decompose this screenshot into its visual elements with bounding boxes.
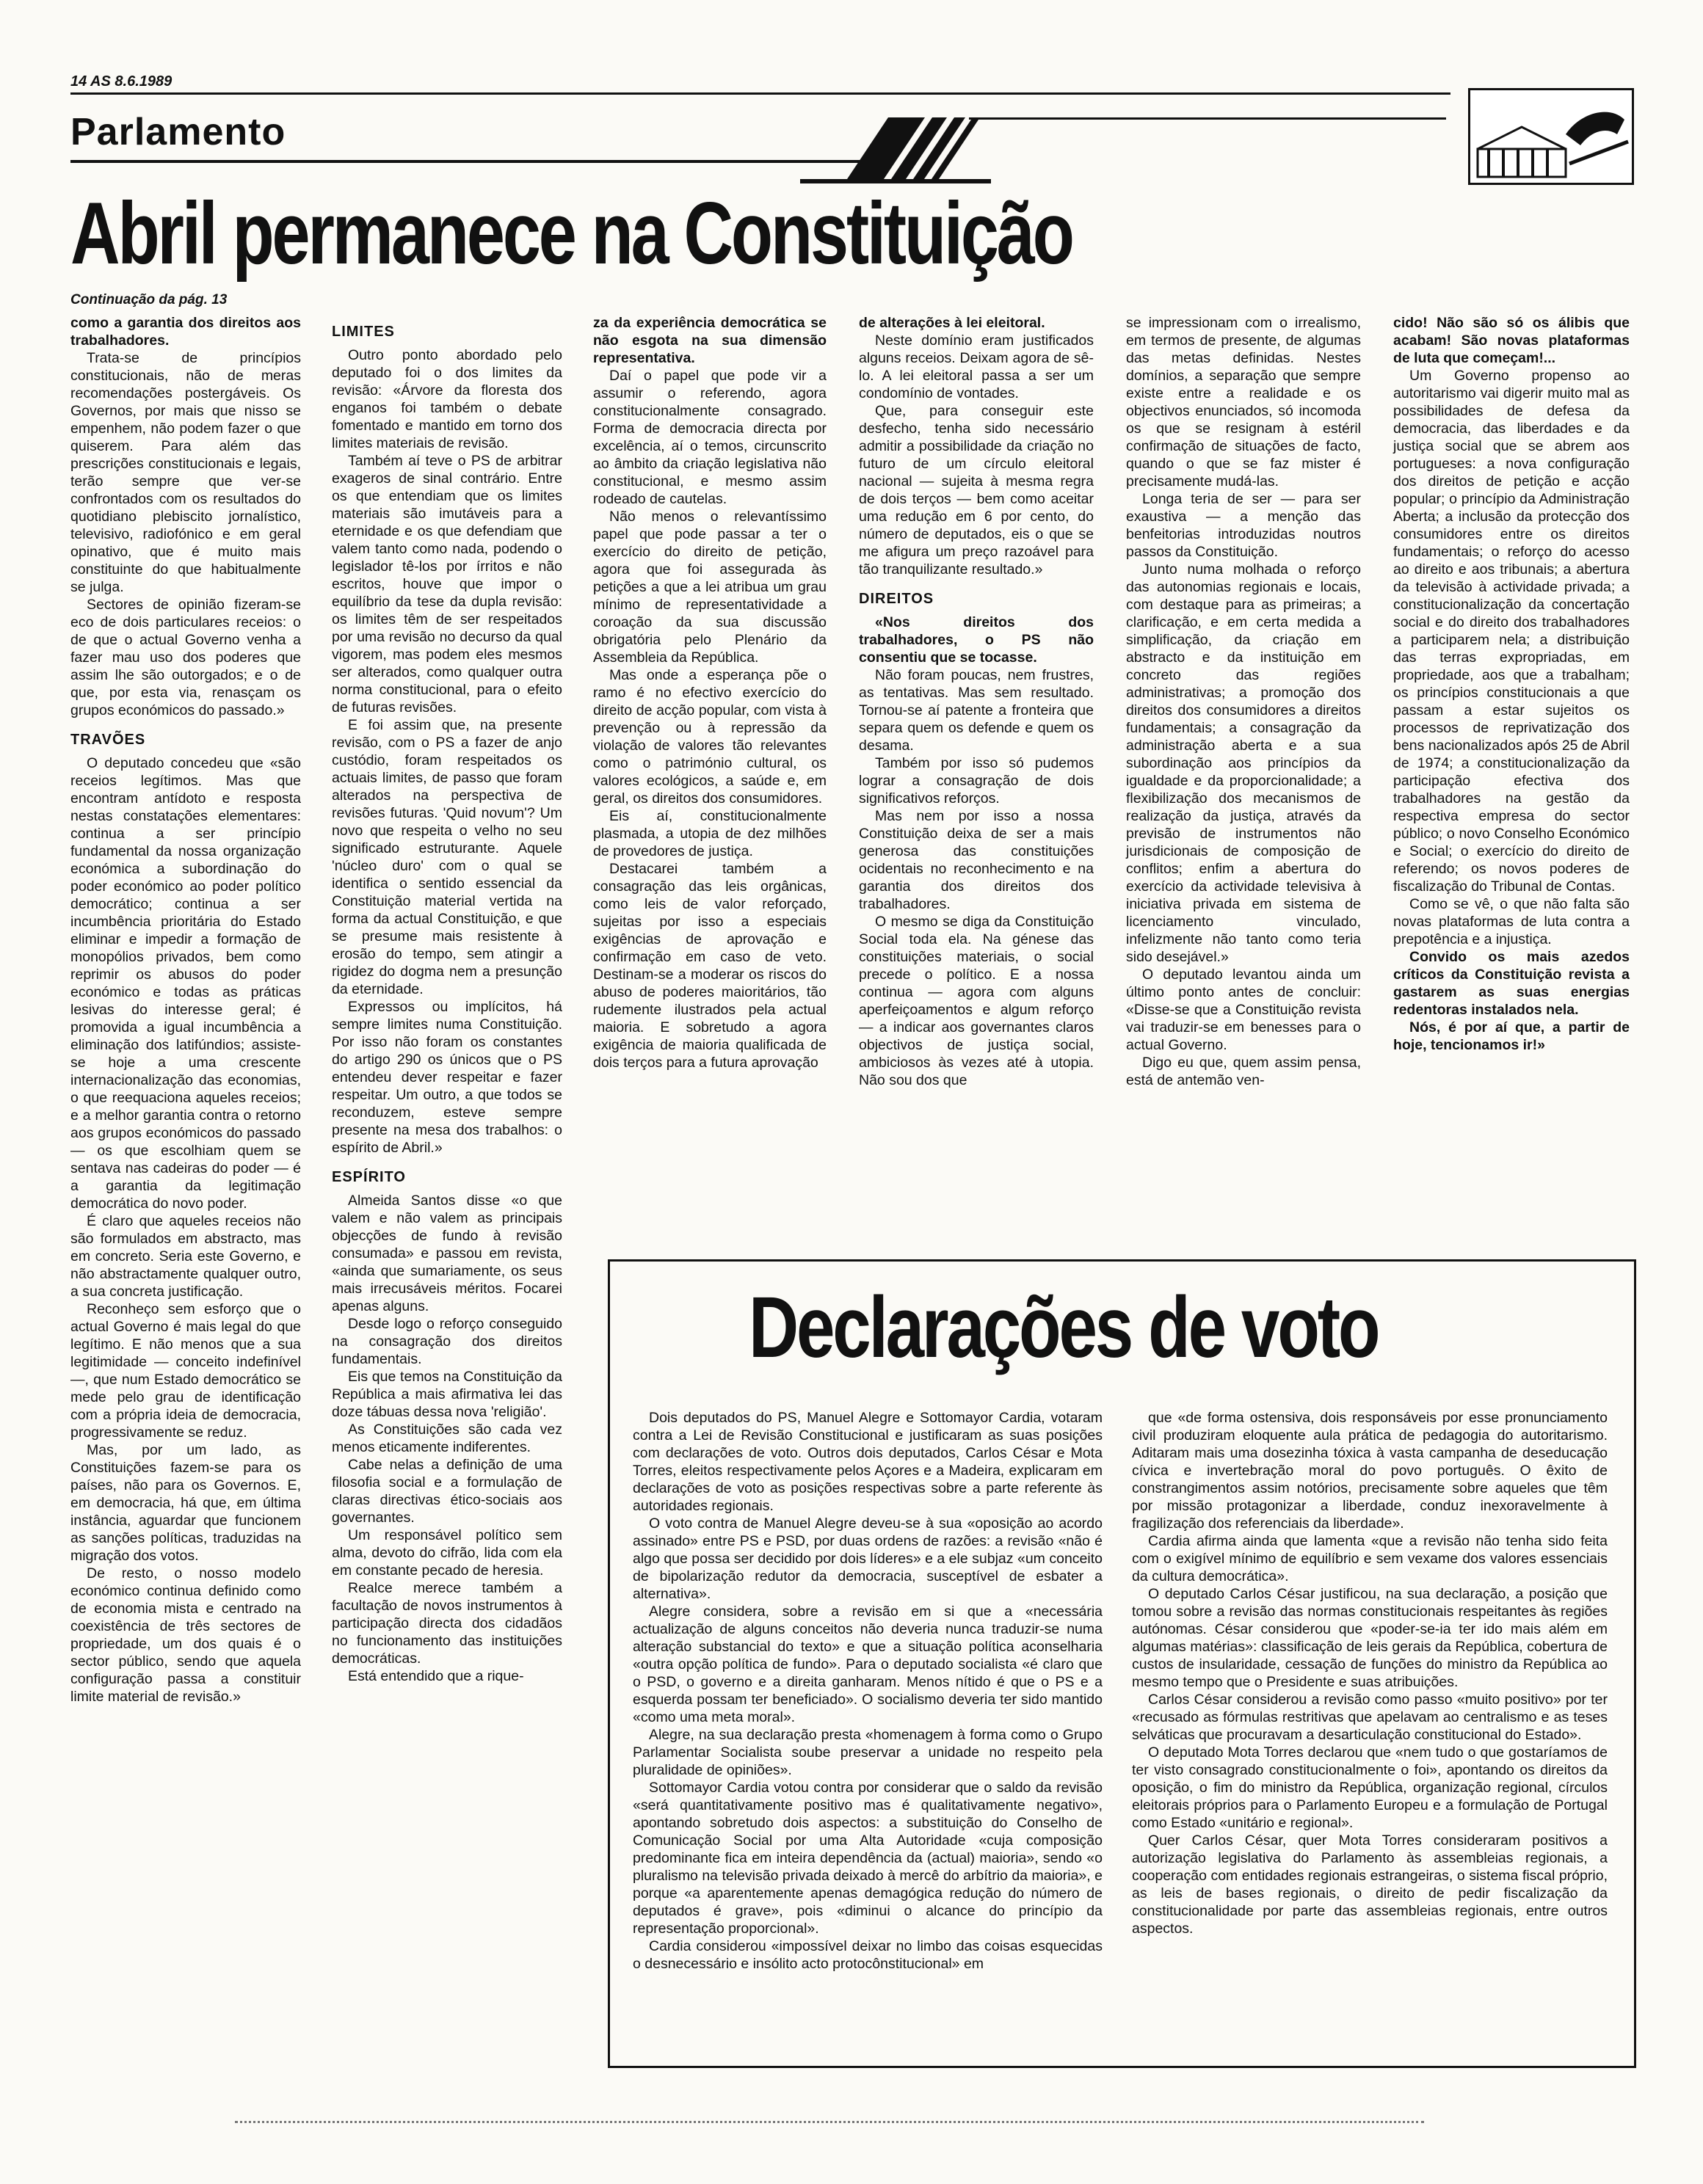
- paragraph: Que, para conseguir este desfecho, tenha sido necessário admitir a possibilidade da criação no futuro de um círculo eleitoral nacional — sujeita à mesma regra de dois terços — bem como aceitar uma redução em 6 por cento, do número de deputados, eis o que se me afigura um preço razoável para tão tranquilizante resultado.»: [859, 403, 1094, 578]
- subheading: ESPÍRITO: [332, 1169, 406, 1185]
- paragraph: de alterações à lei eleitoral.: [859, 315, 1045, 331]
- paragraph: Daí o papel que pode vir a assumir o referendo, agora constitucionalmente consagrado. Forma de democracia directa por excelência, aí o temos, circunscrito ao âmbito da criação legislativa não constitucional, e mesmo assim rodeado de cautelas.: [593, 368, 827, 507]
- paragraph: Neste domínio eram justificados alguns receios. Deixam agora de sê-lo. A lei eleitoral passa a ser um condomínio de vontades.: [859, 332, 1094, 401]
- paragraph: O deputado levantou ainda um último ponto antes de concluir: «Disse-se que a Constituição revista vai traduzir-se em benesses para o actual Governo.: [1126, 967, 1361, 1053]
- paragraph: É claro que aqueles receios não são formulados em abstracto, mas em concreto. Seria este Governo, e não abstractamente qualquer outro, a sua concreta justificação.: [70, 1213, 301, 1300]
- paragraph: Trata-se de princípios constitucionais, não de meras recomendações postergáveis. Os Governos, por mais que nisso se empenhem, não podem fazer o que quiserem. Para além das prescrições constitucionais e legais, terão sempre que ver-se confrontados com os resultados do quotidiano plebiscito jornalístico, televisivo, radiofónico e em geral opinativo, que é muito mais constituinte do que habitualmente se julga.: [70, 350, 301, 595]
- paragraph: Desde logo o reforço conseguido na consagração dos direitos fundamentais.: [332, 1316, 562, 1367]
- paragraph: E foi assim que, na presente revisão, com o PS a fazer de anjo custódio, foram respeitados os actuais limites, de passo que foram alterados na perspectiva de revisões futuras. 'Quid novum'? Um novo que respeita o velho no seu significado estruturante. Aquele 'núcleo duro' com o qual se identifica o sentido essencial da Constituição material vertida na forma da actual Constituição, e que se presume mais resistente à erosão do tempo, sem atingir a rigidez do dogma nem a presunção da eternidade.: [332, 717, 562, 997]
- section-title: Parlamento: [70, 111, 286, 153]
- paragraph: Está entendido que a rique-: [348, 1668, 524, 1684]
- paragraph: Nós, é por aí que, a partir de hoje, tencionamos ir!»: [1393, 1019, 1630, 1053]
- section-rule-right: [969, 117, 1446, 120]
- article-column-5: [1126, 314, 1361, 1089]
- article-column-1: [70, 314, 301, 1706]
- paragraph: que «de forma ostensiva, dois responsáveis por esse pronunciamento civil produziram eloquente aula prática de pedagogia do autoritarismo. Aditaram mais uma dosezinha tóxica à vasta campanha de deseducação cívica e invertebração moral do povo português. O êxito de constrangimentos assim notórios, precisamente sobre aqueles que têm por missão protagonizar a liberdade, conduz inexoravelmente à fragilização dos referenciais da liberdade».: [1132, 1410, 1608, 1532]
- paragraph: Realce merece também a facultação de novos instrumentos à participação directa dos cidadãos no funcionamento das instituições democráticas.: [332, 1580, 562, 1667]
- section-rule: [70, 160, 863, 163]
- subheading: TRAVÕES: [70, 732, 146, 748]
- paragraph: Sectores de opinião fizeram-se eco de dois particulares receios: o de que o actual Governo venha a fazer mau uso dos poderes que assim lhe são outorgados; e o de que, por esta via, renasçam os grupos económicos do passado.»: [70, 597, 301, 718]
- paragraph: Expressos ou implícitos, há sempre limites numa Constituição. Por isso não foram os constantes do artigo 290 os únicos que o PS entendeu dever respeitar e fazer respeitar. Um outro, a que todos se reconduzem, esteve sempre presente na mesa dos trabalhos: o espírito de Abril.»: [332, 999, 562, 1156]
- paragraph: Carlos César considerou a revisão como passo «muito positivo» por ter «recusado as fórmulas restritivas que apelavam ao centralismo e as teses selváticas que procuravam a desarticulação constitucional do Estado».: [1132, 1692, 1608, 1743]
- paragraph: «Nos direitos dos trabalhadores, o PS não consentiu que se tocasse.: [859, 614, 1094, 666]
- paragraph: Também aí teve o PS de arbitrar exageros de sinal contrário. Entre os que entendiam que os limites materiais são imutáveis para a eternidade e os que defendiam que valem tanto como nada, podendo o legislador tê-los por írritos e não escritos, houve que impor o equilíbrio da tese da dupla revisão: os limites têm de ser respeitados por uma revisão no decurso da qual vigorem, mas podem eles mesmos ser alterados, como qualquer outra norma constitucional, para o efeito de futuras revisões.: [332, 453, 562, 716]
- parliament-building-icon: [1468, 88, 1634, 185]
- paragraph: Almeida Santos disse «o que valem e não valem as principais objecções de fundo à revisão consumada» e passou em revista, «ainda que sumariamente, os seus mais irrecusáveis méritos. Focarei apenas alguns.: [332, 1193, 562, 1314]
- paragraph: Cabe nelas a definição de uma filosofia social e a formulação de claras directivas ético-sociais aos governantes.: [332, 1457, 562, 1526]
- subheading: LIMITES: [332, 324, 395, 340]
- page-bottom-rule: [235, 2121, 1424, 2123]
- paragraph: Como se vê, o que não falta são novas plataformas de luta contra a prepotência e a injustiça.: [1393, 896, 1630, 947]
- decorative-stripes-icon: [800, 103, 991, 191]
- paragraph: Quer Carlos César, quer Mota Torres consideraram positivos a autorização legislativa do Parlamento às assembleias regionais, a cooperação com entidades regionais estrangeiras, o sistema fiscal próprio, as leis de bases regionais, o direito de pedir fiscalização da constitucionalidade por parte das assembleias regionais, entre outros aspectos.: [1132, 1832, 1608, 1937]
- paragraph: Reconheço sem esforço que o actual Governo é mais legal do que legítimo. E não menos que a sua legitimidade — conceito indefinível —, que num Estado democrático se mede pelo grau de identificação com a própria ideia de democracia, progressivamente se reduz.: [70, 1301, 301, 1441]
- paragraph: Um Governo propenso ao autoritarismo vai digerir muito mal as possibilidades de defesa da democracia, das liberdades e da justiça social que se abrem aos portugueses: a nova configuração dos direitos de petição e acção popular; o princípio da Administração Aberta; a inclusão da protecção dos consumidores entre os direitos fundamentais; o reforço do acesso ao direito e aos tribunais; a abertura da televisão à actividade privada; a constitucionalização da concertação social e do direito dos trabalhadores a participarem nela; a distribuição das terras expropriadas, em propriedade, aos que a trabalham; os princípios constitucionais a que passam a estar sujeitos os processos de reprivatização dos bens nacionalizados após 25 de Abril de 1974; a constitucionalização da participação efectiva dos trabalhadores na gestão da respectiva empresa do sector público; o novo Conselho Económico e Social; o exercício do direito de referendo; os novos poderes de fiscalização do Tribunal de Contas.: [1393, 368, 1630, 895]
- paragraph: Também por isso só pudemos lograr a consagração de dois significativos reforços.: [859, 755, 1094, 807]
- paragraph: O deputado Mota Torres declarou que «nem tudo o que gostaríamos de ter visto consagrado constitucionalmente o foi», apontando os direitos da oposição, o fim do ministro da República, organização regional, círculos eleitorais próprios para o Parlamento Europeu e a formulação de Portugal como Estado «unitário e regional».: [1132, 1744, 1608, 1831]
- paragraph: Mas nem por isso a nossa Constituição deixa de ser a mais generosa das constituições ocidentais no reconhecimento e na garantia dos direitos dos trabalhadores.: [859, 808, 1094, 912]
- paragraph: Digo eu que, quem assim pensa, está de antemão ven-: [1126, 1055, 1361, 1088]
- paragraph: Outro ponto abordado pelo deputado foi o dos limites da revisão: «Árvore da floresta dos enganos foi também o debate fomentado e mantido em torno dos limites materiais de revisão.: [332, 347, 562, 451]
- box-title: Declarações de voto: [749, 1279, 1379, 1376]
- article-column-4: [859, 314, 1094, 1089]
- paragraph: De resto, o nosso modelo económico continua definido como de economia mista e centrado na coexistência de três sectores de propriedade, um dos quais é o sector público, sendo que aquela configuração passa a constituir limite material de revisão.»: [70, 1565, 301, 1705]
- paragraph: O deputado concedeu que «são receios legítimos. Mas que encontram antídoto e resposta nestas constatações elementares: continua a ser princípio fundamental da nossa organização económica a subordinação do poder económico ao poder político democrático; continua a ser incumbência prioritária do Estado eliminar e impedir a formação de monopólios privados, bem como reprimir os abusos do poder económico e todas as práticas lesivas do interesse geral; é promovida a igual incumbência a eliminação dos latifúndios; assiste-se hoje a uma crescente internacionalização das economias, o que reequaciona aqueles receios; e a melhor garantia contra o retorno aos grupos económicos do passado — os que escolhiam quem se sentava nas cadeiras do poder — é a garantia da legitimação democrática do novo poder.: [70, 755, 301, 1212]
- subheading: DIREITOS: [859, 591, 934, 607]
- paragraph: Não menos o relevantíssimo papel que pode passar a ter o exercício do direito de petição, agora que foi assegurada às petições a que a lei atribua um grau mínimo de representatividade a coroação da sua discussão obrigatória pelo Plenário da Assembleia da República.: [593, 509, 827, 666]
- page-folio: 14 AS 8.6.1989: [70, 73, 173, 90]
- paragraph: O voto contra de Manuel Alegre deveu-se à sua «oposição ao acordo assinado» entre PS e PSD, por duas ordens de razões: a revisão «não é algo que possa ser decidido por dois líderes» e a ele subjaz «um conceito de bipolarização redutor da democracia, susceptível de esbater a alternativa».: [633, 1515, 1103, 1602]
- paragraph: Sottomayor Cardia votou contra por considerar que o saldo da revisão «será quantitativamente positivo mas é qualitativamente negativo», apontando sobretudo dois aspectos: a substituição do Conselho de Comunicação Social por uma Alta Autoridade «cuja composição predominante fica em inteira dependência da (actual) maioria», sendo «o pluralismo na televisão privada deixado à mercê do arbítrio da maioria», e porque «a aparentemente apenas demagógica redução do número de deputados é grave», pois «diminui o alcance do princípio da representação proporcional».: [633, 1780, 1103, 1937]
- paragraph: Mas, por um lado, as Constituições fazem-se para os países, não para os Governos. E, em democracia, há que, em última instância, aguardar que funcionem as sanções políticas, traduzidas na migração dos votos.: [70, 1442, 301, 1564]
- paragraph: Alegre, na sua declaração presta «homenagem à forma como o Grupo Parlamentar Socialista soube preservar a unidade no respeito pela pluralidade de opiniões».: [633, 1727, 1103, 1778]
- article-headline: Abril permanece na Constituição: [70, 184, 1072, 283]
- paragraph: Dois deputados do PS, Manuel Alegre e Sottomayor Cardia, votaram contra a Lei de Revisão Constitucional e justificaram as suas posições com declarações de voto. Outros dois deputados, Carlos César e Mota Torres, eleitos respectivamente pelos Açores e a Madeira, explicaram em declarações de voto as posições respectivas sobre a parte referente às autoridades regionais.: [633, 1410, 1103, 1514]
- article-column-6: [1393, 314, 1630, 1054]
- paragraph: Cardia afirma ainda que lamenta «que a revisão não tenha sido feita com o exigível mínimo de equilíbrio e sem vexame dos valores essenciais da cultura democrática».: [1132, 1533, 1608, 1584]
- paragraph: Um responsável político sem alma, devoto do cifrão, lida com ela em constante pecado de heresia.: [332, 1527, 562, 1579]
- paragraph: como a garantia dos direitos aos trabalhadores.: [70, 315, 301, 349]
- box-column-left: [633, 1409, 1103, 1973]
- paragraph: cido! Não são só os álibis que acabam! São novas plataformas de luta que começam!...: [1393, 315, 1630, 366]
- paragraph: O mesmo se diga da Constituição Social toda ela. Na génese das constituições materiais, o social precede o político. E a nossa continua — agora com alguns aperfeiçoamentos e algum reforço — a indicar aos governantes claros objectivos de justiça social, ambiciosos às vezes até à utopia. Não sou dos que: [859, 914, 1094, 1088]
- paragraph: se impressionam com o irrealismo, em termos de presente, de algumas das metas definidas. Nestes domínios, a separação que sempre existe entre a realidade e os objectivos enunciados, só incomoda os que se resignam à estéril confirmação de situações de facto, quando o que se faz mister é precisamente mudá-las.: [1126, 315, 1361, 489]
- article-column-3: [593, 314, 827, 1071]
- paragraph: Destacarei também a consagração das leis orgânicas, como leis de valor reforçado, sujeitas por isso a especiais exigências de aprovação e confirmação em caso de veto. Destinam-se a moderar os riscos do abuso de poderes maioritários, tão rudemente ilustrados pela actual maioria. E sobretudo a agora exigência de maioria qualificada de dois terços para a futura aprovação: [593, 861, 827, 1071]
- continuation-note: Continuação da pág. 13: [70, 292, 228, 307]
- paragraph: Alegre considera, sobre a revisão em si que a «necessária actualização de alguns conceitos não deveria nunca traduzir-se numa alteração substancial do texto» e que a situação política aconselharia «outra opção política de fundo». Para o deputado socialista «é claro que o PSD, o governo e a direita ganharam. Menos nítido é que o PS e a esquerda possam ter beneficiado». O socialismo deveria ter sido mantido «como uma meta moral».: [633, 1604, 1103, 1725]
- paragraph: Junto numa molhada o reforço das autonomias regionais e locais, com destaque para as primeiras; a clarificação, e em certa medida a simplificação, da criação em abstracto e da instituição em concreto das regiões administrativas; a promoção dos direitos dos consumidores a direitos fundamentais; a consagração da administração aberta e a sua subordinação aos princípios da igualdade e da proporcionalidade; a flexibilização dos mecanismos de realização da justiça, através da previsão de instrumentos não jurisdicionais de composição de conflitos; enfim a abertura do exercício da actividade televisiva à iniciativa privada em sistema de licenciamento vinculado, infelizmente não tanto como teria sido desejável.»: [1126, 561, 1361, 965]
- paragraph: Cardia considerou «impossível deixar no limbo das coisas esquecidas o desnecessário e insólito acto protocônstitucional» em: [633, 1938, 1103, 1972]
- paragraph: As Constituições são cada vez menos eticamente indiferentes.: [332, 1422, 562, 1455]
- paragraph: za da experiência democrática se não esgota na sua dimensão representativa.: [593, 315, 827, 366]
- box-column-right: [1132, 1409, 1608, 1937]
- article-column-2: [332, 317, 562, 1685]
- paragraph: Mas onde a esperança põe o ramo é no efectivo exercício do direito de acção popular, com vista à prevenção ou à repressão da violação de valores tão relevantes como o património cultural, os valores ecológicos, a saúde e, em geral, os direitos dos consumidores.: [593, 667, 827, 807]
- paragraph: Longa teria de ser — para ser exaustiva — a menção das benfeitorias introduzidas noutros passos da Constituição.: [1126, 491, 1361, 560]
- paragraph: Não foram poucas, nem frustres, as tentativas. Mas sem resultado. Tornou-se aí patente a fronteira que separa quem os defende e quem os desama.: [859, 667, 1094, 754]
- paragraph: Convido os mais azedos críticos da Constituição revista a gastarem as suas energias redentoras instalados nela.: [1393, 949, 1630, 1018]
- paragraph: Eis que temos na Constituição da República a mais afirmativa lei das doze tábuas dessa nova 'religião'.: [332, 1369, 562, 1420]
- paragraph: O deputado Carlos César justificou, na sua declaração, a posição que tomou sobre a revisão das normas constitucionais respeitantes às regiões autónomas. César considerou que «poder-se-ia ter ido mais além em algumas matérias»: classificação de leis gerais da República, cobertura de custos de insularidade, cessação de funções do ministro da República ao mesmo tempo que o Presidente e suas atribuições.: [1132, 1586, 1608, 1690]
- top-rule: [70, 92, 1450, 95]
- paragraph: Eis aí, constitucionalmente plasmada, a utopia de dez milhões de provedores de justiça.: [593, 808, 827, 859]
